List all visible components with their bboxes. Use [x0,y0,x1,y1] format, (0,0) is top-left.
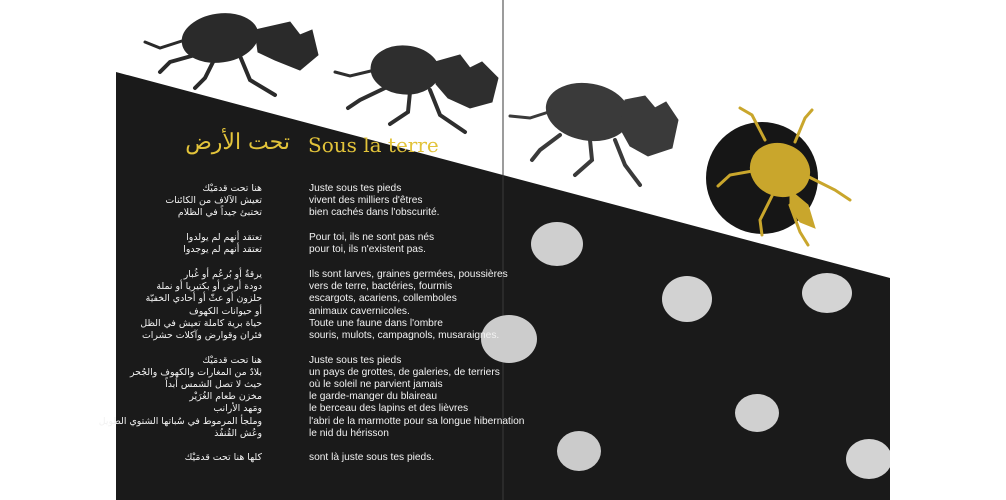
arabic-poem [98,183,262,465]
arabic-poem-line: مخزن طعام الغُرَيْر [189,391,262,403]
french-poem-line: l'abri de la marmotte pour sa longue hibernation [309,415,525,427]
french-poem-line: pour toi, ils n'existent pas. [309,244,426,256]
pebble [802,273,852,313]
arabic-poem-line: حيث لا تصل الشمس أبداً [165,378,262,390]
arabic-poem-line: دودة أرض أو بكتيريا أو نملة [156,281,262,293]
arabic-poem-line: تعتقد أنهم لم يوجدوا [183,244,262,256]
french-poem-line: bien cachés dans l'obscurité. [309,207,440,219]
french-poem [309,183,525,465]
right-margin [890,0,1006,500]
french-poem-line: le berceau des lapins et des lièvres [309,403,469,415]
arabic-poem-line: تعيش الآلاف من الكائنات [165,195,262,207]
arabic-poem-line: أو حيوانات الكهوف [189,305,262,317]
pebble [662,276,712,322]
stanza-gap [150,256,262,269]
arabic-poem-line: هنا تحت قدمَيْك [202,183,262,194]
arabic-poem-line: بلادٌ من المغارات والكهوف والجُحر [130,366,262,378]
french-poem-line: où le soleil ne parvient jamais [309,378,443,390]
arabic-poem-line: هنا تحت قدمَيْك [202,354,262,366]
french-poem-line: escargots, acariens, collemboles [309,293,457,305]
french-poem-line: sont là juste sous tes pieds. [309,452,435,464]
arabic-poem-line: حياة برية كاملة تعيش في الظل [140,317,262,329]
pebble [557,431,601,471]
french-poem-line: Pour toi, ils ne sont pas nés [309,232,435,244]
french-poem-line: Ils sont larves, graines germées, poussières [309,268,508,280]
french-poem-line: Toute une faune dans l'ombre [309,317,443,329]
arabic-poem-line: وملجأ المرموط في سُباتها الشتوي الطويل [98,415,262,427]
pebble [735,394,779,432]
french-poem-line: un pays de grottes, de galeries, de terriers [309,366,500,378]
stanza-gap [150,342,262,355]
arabic-poem-line: وعُش القُنفُذ [214,427,262,439]
french-poem-line: le nid du hérisson [309,427,389,439]
french-poem-line: souris, mulots, campagnols, musaraignes. [309,329,500,341]
french-title: Sous la terre [308,133,439,157]
pebble [531,222,583,266]
stanza-gap [309,342,519,355]
stanza-gap [150,440,262,453]
arabic-poem-line: كلها هنا تحت قدمَيْك [184,452,262,464]
stanza-gap [309,440,519,453]
french-poem-line: vers de terre, bactéries, fourmis [309,281,453,293]
arabic-title: تحت الأرض [185,130,290,155]
stanza-gap [150,220,262,233]
stanza-gap [309,220,519,233]
french-poem-line: Juste sous tes pieds [309,183,402,194]
french-poem-line: animaux cavernicoles. [309,305,410,317]
pebble [846,439,890,479]
french-poem-line: Juste sous tes pieds [309,354,402,366]
french-poem-line: le garde-manger du blaireau [309,391,437,403]
arabic-poem-line: يرقةٌ أو بُرعُم أو غُبار [183,268,262,280]
arabic-poem-line: تعتقد أنهم لم يولدوا [186,232,262,244]
arabic-poem-line: تختبئ جيداً في الظلام [177,207,262,219]
french-poem-line: vivent des milliers d'êtres [309,195,423,207]
arabic-poem-line: حلزون أو عثّ أو أحادي الخفيّة [145,293,262,305]
stanza-gap [309,256,519,269]
arabic-poem-line: فئران وقوارض وآكلات حشرات [141,329,262,341]
arabic-poem-line: ومَهد الأرانب [213,403,262,415]
